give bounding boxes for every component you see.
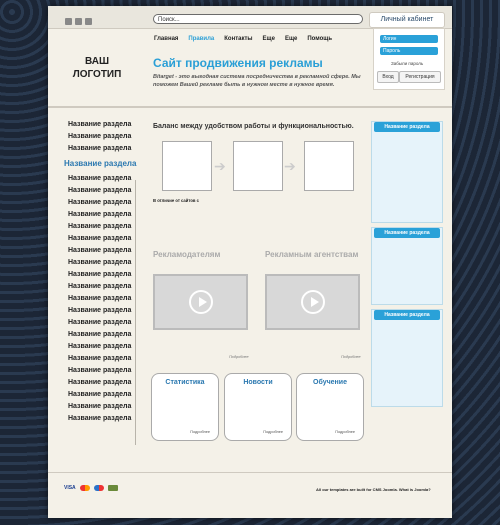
hero-subtitle: Bitarget - это выгодная система посредничества в рекламной сфере. Мы поможем Вашей рекламе быть в нужном месте в нужное время.: [153, 74, 361, 88]
facebook-icon[interactable]: [65, 18, 72, 25]
sidebar-item[interactable]: Название раздела: [68, 187, 132, 194]
login-field[interactable]: Логин: [380, 35, 438, 43]
sidebar-item[interactable]: Название раздела: [68, 391, 132, 398]
sidebar-item[interactable]: Название раздела: [68, 247, 132, 254]
sidebar-item[interactable]: Название раздела: [68, 307, 132, 314]
sidebar-item[interactable]: Название раздела: [68, 343, 132, 350]
social-icons: [65, 18, 92, 25]
login-box: [373, 28, 445, 90]
sidebar-item[interactable]: Название раздела: [68, 199, 132, 206]
arrow-right-icon: ➔: [214, 158, 226, 174]
login-button[interactable]: Вход: [377, 71, 399, 83]
maestro-icon: [94, 485, 104, 491]
play-icon[interactable]: [189, 290, 213, 314]
feature-box: [304, 141, 354, 191]
divider: [135, 180, 136, 445]
visa-icon: VISA: [64, 485, 76, 491]
widget-title[interactable]: Название раздела: [374, 122, 440, 132]
nav-item-contacts[interactable]: Контакты: [224, 36, 253, 42]
widget-title[interactable]: Название раздела: [374, 310, 440, 320]
advertisers-title: Рекламодателям: [153, 250, 221, 259]
cabinet-tab[interactable]: Личный кабинет: [369, 12, 445, 28]
sidebar-item[interactable]: Название раздела: [68, 367, 132, 374]
sidebar-item[interactable]: Название раздела: [68, 271, 132, 278]
sidebar-item[interactable]: Название раздела: [68, 379, 132, 386]
right-widget: [371, 309, 443, 407]
sidebar-item-active[interactable]: Название раздела: [64, 159, 137, 168]
more-link[interactable]: Подробнее: [341, 355, 361, 359]
main-nav: [154, 36, 332, 42]
more-link[interactable]: Подробнее: [190, 430, 210, 434]
video-player[interactable]: [265, 274, 360, 330]
logo-line1: ВАШ: [85, 56, 109, 67]
sidebar: [64, 119, 138, 425]
more-link[interactable]: Подробнее: [263, 430, 283, 434]
news-card: [224, 373, 292, 441]
sidebar-item[interactable]: Название раздела: [68, 259, 132, 266]
sidebar-item[interactable]: Название раздела: [68, 355, 132, 362]
nav-item-help[interactable]: Помощь: [307, 36, 333, 42]
sidebar-item[interactable]: Название раздела: [68, 403, 132, 410]
footer-credit: All our templates are built for CMS Joomla. What is Joomla?: [316, 487, 431, 492]
logo-line2: ЛОГОТИП: [72, 69, 122, 80]
twitter-icon[interactable]: [75, 18, 82, 25]
sidebar-item[interactable]: Название раздела: [68, 415, 132, 422]
feature-box: [233, 141, 283, 191]
main-title: Баланс между удобством работы и функциональностью.: [153, 123, 354, 130]
learning-card: [296, 373, 364, 441]
card-title: Статистика: [165, 379, 205, 386]
sidebar-item[interactable]: Название раздела: [68, 331, 132, 338]
main-paragraph: В отличие от сайтов с: [153, 198, 199, 203]
sidebar-item[interactable]: Название раздела: [68, 235, 132, 242]
stats-card: [151, 373, 219, 441]
video-player[interactable]: [153, 274, 248, 330]
search-input[interactable]: Поиск...: [153, 14, 363, 24]
feature-box: [162, 141, 212, 191]
right-widget: [371, 227, 443, 305]
nav-item-home[interactable]: Главная: [154, 36, 179, 42]
hero-title: Сайт продвижения рекламы: [153, 56, 323, 70]
sidebar-item[interactable]: Название раздела: [68, 211, 132, 218]
nav-item-more-2[interactable]: Еще: [284, 36, 298, 42]
right-widget: [371, 121, 443, 223]
card-icon: [108, 485, 118, 491]
divider: [48, 106, 452, 108]
play-icon[interactable]: [301, 290, 325, 314]
sidebar-item[interactable]: Название раздела: [68, 223, 132, 230]
widget-title[interactable]: Название раздела: [374, 228, 440, 238]
android-icon[interactable]: [85, 18, 92, 25]
card-title: Обучение: [313, 379, 347, 386]
sidebar-item[interactable]: Название раздела: [68, 145, 132, 152]
forgot-password-link[interactable]: Забыли пароль: [391, 61, 424, 66]
sidebar-item[interactable]: Название раздела: [68, 121, 132, 128]
logo[interactable]: [72, 55, 122, 81]
sidebar-item[interactable]: Название раздела: [68, 283, 132, 290]
divider: [48, 472, 452, 473]
sidebar-item[interactable]: Название раздела: [68, 133, 132, 140]
more-link[interactable]: Подробнее: [335, 430, 355, 434]
password-field[interactable]: Пароль: [380, 47, 438, 55]
register-button[interactable]: Регистрация: [399, 71, 441, 83]
card-title: Новости: [243, 379, 273, 386]
sidebar-item[interactable]: Название раздела: [68, 175, 132, 182]
arrow-right-icon: ➔: [284, 158, 296, 174]
sidebar-item[interactable]: Название раздела: [68, 295, 132, 302]
more-link[interactable]: Подробнее: [229, 355, 249, 359]
payment-icons: [64, 485, 118, 491]
sidebar-item[interactable]: Название раздела: [68, 319, 132, 326]
nav-item-rules[interactable]: Правила: [188, 36, 215, 42]
agencies-title: Рекламным агентствам: [265, 250, 359, 259]
mastercard-icon: [80, 485, 90, 491]
nav-item-more-1[interactable]: Еще: [262, 36, 275, 42]
